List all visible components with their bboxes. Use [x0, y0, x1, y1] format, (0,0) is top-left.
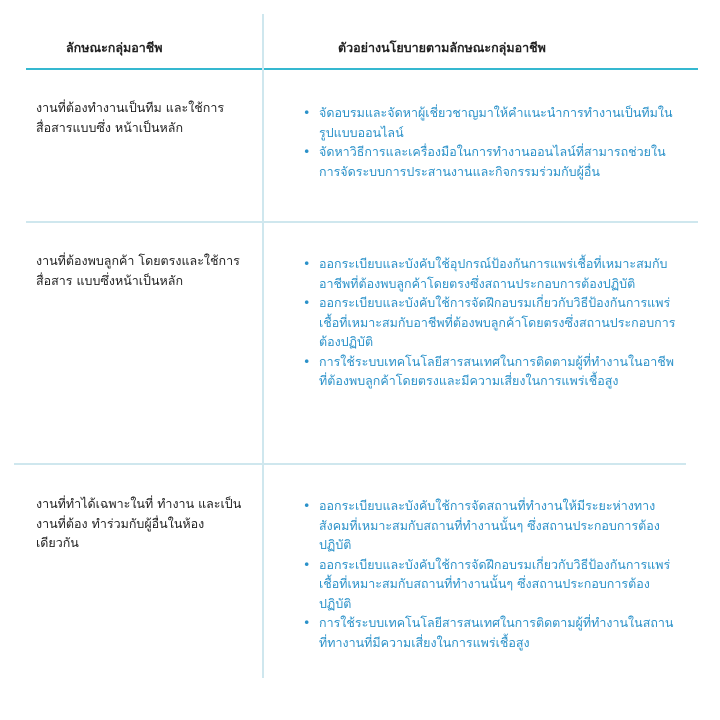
row-1-policy-item: • จัดอบรมและจัดหาผู้เชี่ยวชาญมาให้คำแนะนำการทำงานเป็นทีมในรูปแบบออนไลน์ [303, 103, 681, 142]
row-1-policy-list [303, 103, 681, 181]
header-divider [26, 68, 698, 70]
row-divider-2 [14, 463, 686, 465]
table-header-category: ลักษณะกลุ่มอาชีพ [66, 40, 163, 55]
table-header-policy: ตัวอย่างนโยบายตามลักษณะกลุ่มอาชีพ [338, 40, 546, 55]
row-2-policy-item: • ออกระเบียบและบังคับใช้การจัดฝึกอบรมเกี่ยวกับวิธีป้องกันการแพร่เชื้อที่เหมาะสมกับอาชีพที่ต้องพบลูกค้าโดยตรงซึ่งสถานประกอบการต้องปฏิบัติ [303, 293, 681, 352]
row-2-category: งานที่ต้องพบลูกค้า โดยตรงและใช้การสื่อสาร แบบซึ่งหน้าเป็นหลัก [36, 253, 240, 288]
row-3-policy-item: • การใช้ระบบเทคโนโลยีสารสนเทศในการติดตามผู้ที่ทำงานในสถานที่ทางานที่มีความเสี่ยงในการแพร่เชื้อสูง [303, 613, 681, 652]
row-2-policy-item: • การใช้ระบบเทคโนโลยีสารสนเทศในการติดตามผู้ที่ทำงานในอาชีพที่ต้องพบลูกค้าโดยตรงและมีความเสี่ยงในการแพร่เชื้อสูง [303, 352, 681, 391]
row-3-policy-item: • ออกระเบียบและบังคับใช้การจัดฝึกอบรมเกี่ยวกับวิธีป้องกันการแพร่เชื้อที่เหมาะสมกับสถานที่ทำงานนั้นๆ ซึ่งสถานประกอบการต้องปฏิบัติ [303, 555, 681, 614]
row-2-policy-item: • ออกระเบียบและบังคับใช้อุปกรณ์ป้องกันการแพร่เชื้อที่เหมาะสมกับอาชีพที่ต้องพบลูกค้าโดยตรงซึ่งสถานประกอบการต้องปฏิบัติ [303, 254, 681, 293]
row-2-policy-list [303, 254, 681, 391]
row-3-policy-list [303, 496, 681, 652]
row-3-category: งานที่ทำได้เฉพาะในที่ ทำงาน และเป็นงานที่ต้อง ทำร่วมกับผู้อื่นในห้อง เดียวกัน [36, 496, 242, 550]
row-3-policy-item: • ออกระเบียบและบังคับใช้การจัดสถานที่ทำงานให้มีระยะห่างทางสังคมที่เหมาะสมกับสถานที่ทำงานนั้นๆ ซึ่งสถานประกอบการต้องปฏิบัติ [303, 496, 681, 555]
row-1-category: งานที่ต้องทำงานเป็นทีม และใช้การสื่อสารแบบซึ่ง หน้าเป็นหลัก [36, 100, 225, 135]
row-1-policy-item: • จัดหาวิธีการและเครื่องมือในการทำงานออนไลน์ที่สามารถช่วยในการจัดระบบการประสานงานและกิจกรรมร่วมกับผู้อื่น [303, 142, 681, 181]
row-divider-1 [26, 221, 698, 223]
column-divider [262, 14, 264, 678]
